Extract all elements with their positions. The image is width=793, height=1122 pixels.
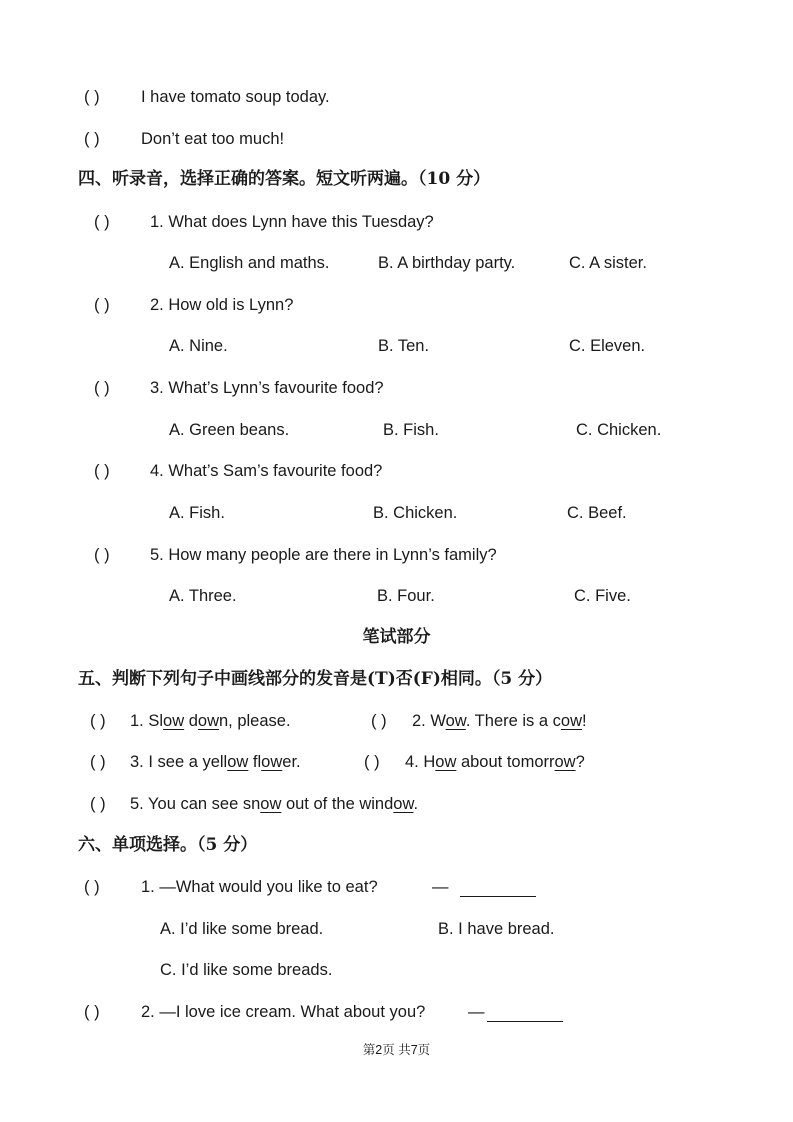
option-a: A. Three. (169, 587, 237, 605)
underlined-sound: ow (393, 795, 414, 813)
answer-paren[interactable]: ( ) (84, 1003, 100, 1021)
pronunciation-item (405, 752, 585, 772)
answer-paren[interactable]: ( ) (90, 712, 106, 730)
option-b: B. A birthday party. (378, 254, 516, 272)
underlined-sound: ow (163, 712, 185, 730)
pronunciation-item (412, 711, 587, 731)
option-c: C. I’d like some breads. (160, 961, 333, 979)
option-c: C. Chicken. (576, 421, 662, 439)
option-a: A. Nine. (169, 337, 228, 355)
option-b: B. Chicken. (373, 504, 458, 522)
underlined-sound: ow (260, 795, 282, 813)
answer-blank[interactable] (460, 880, 536, 897)
sentence-text: about tomorr (456, 753, 555, 771)
sentence-text: 5. You can see sn (130, 795, 261, 813)
answer-blank[interactable] (487, 1005, 563, 1022)
sentence-text: 1. Sl (130, 712, 164, 730)
page-footer: 第2页 共7页 (362, 1043, 431, 1057)
answer-paren[interactable]: ( ) (94, 296, 110, 314)
top-line-1: I have tomato soup today. (141, 88, 330, 106)
pronunciation-item (130, 794, 418, 814)
answer-paren[interactable]: ( ) (94, 379, 110, 397)
sentence-text: n, please. (218, 712, 291, 730)
answer-paren[interactable]: ( ) (84, 88, 100, 106)
option-b: B. I have bread. (438, 920, 555, 938)
underlined-sound: ow (560, 712, 582, 730)
option-c: C. A sister. (569, 254, 647, 272)
question-text: 1. What does Lynn have this Tuesday? (150, 213, 434, 231)
underlined-sound: ow (197, 712, 219, 730)
answer-dash: — (432, 878, 449, 896)
option-b: B. Fish. (383, 421, 439, 439)
underlined-sound: ow (227, 753, 249, 771)
answer-paren[interactable]: ( ) (94, 546, 110, 564)
option-c: C. Beef. (567, 504, 627, 522)
option-a: A. I’d like some bread. (160, 920, 324, 938)
sentence-text: ! (581, 712, 587, 730)
underlined-sound: ow (554, 753, 576, 771)
sentence-text: fl (248, 753, 262, 771)
answer-paren[interactable]: ( ) (94, 213, 110, 231)
underlined-sound: ow (435, 753, 457, 771)
sentence-text: 2. W (412, 712, 446, 730)
option-a: A. English and maths. (169, 254, 330, 272)
top-line-2: Don’t eat too much! (141, 130, 285, 148)
question-text: 3. What’s Lynn’s favourite food? (150, 379, 384, 397)
question-text: 5. How many people are there in Lynn’s family? (150, 546, 497, 564)
question-text: 2. —I love ice cream. What about you? (141, 1003, 426, 1021)
answer-paren[interactable]: ( ) (84, 130, 100, 148)
pronunciation-item (130, 752, 301, 772)
question-text: 4. What’s Sam’s favourite food? (150, 462, 383, 480)
sentence-text: . (413, 795, 419, 813)
answer-paren[interactable]: ( ) (90, 753, 106, 771)
section6-heading: 六、单项选择。（5 分） (78, 835, 258, 855)
section4-heading: 四、听录音，选择正确的答案。短文听两遍。（10 分） (78, 169, 491, 189)
underlined-sound: ow (445, 712, 466, 730)
question-text: 2. How old is Lynn? (150, 296, 294, 314)
section5-heading: 五、判断下列句子中画线部分的发音是(T)否(F)相同。（5 分） (78, 669, 553, 689)
option-b: B. Ten. (378, 337, 430, 355)
pronunciation-item (130, 711, 291, 731)
option-a: A. Fish. (169, 504, 225, 522)
answer-paren[interactable]: ( ) (90, 795, 106, 813)
option-a: A. Green beans. (169, 421, 290, 439)
answer-dash: — (468, 1003, 485, 1021)
option-c: C. Eleven. (569, 337, 646, 355)
underlined-sound: ow (261, 753, 283, 771)
written-part-heading: 笔试部分 (362, 627, 431, 647)
sentence-text: er. (282, 753, 301, 771)
sentence-text: 4. H (405, 753, 436, 771)
option-c: C. Five. (574, 587, 631, 605)
sentence-text: ? (575, 753, 585, 771)
sentence-text: out of the wind (281, 795, 394, 813)
answer-paren[interactable]: ( ) (364, 753, 380, 771)
sentence-text: d (184, 712, 198, 730)
answer-paren[interactable]: ( ) (371, 712, 387, 730)
sentence-text: . There is a c (465, 712, 561, 730)
answer-paren[interactable]: ( ) (84, 878, 100, 896)
answer-paren[interactable]: ( ) (94, 462, 110, 480)
question-text: 1. —What would you like to eat? (141, 878, 378, 896)
sentence-text: 3. I see a yell (130, 753, 228, 771)
option-b: B. Four. (377, 587, 435, 605)
